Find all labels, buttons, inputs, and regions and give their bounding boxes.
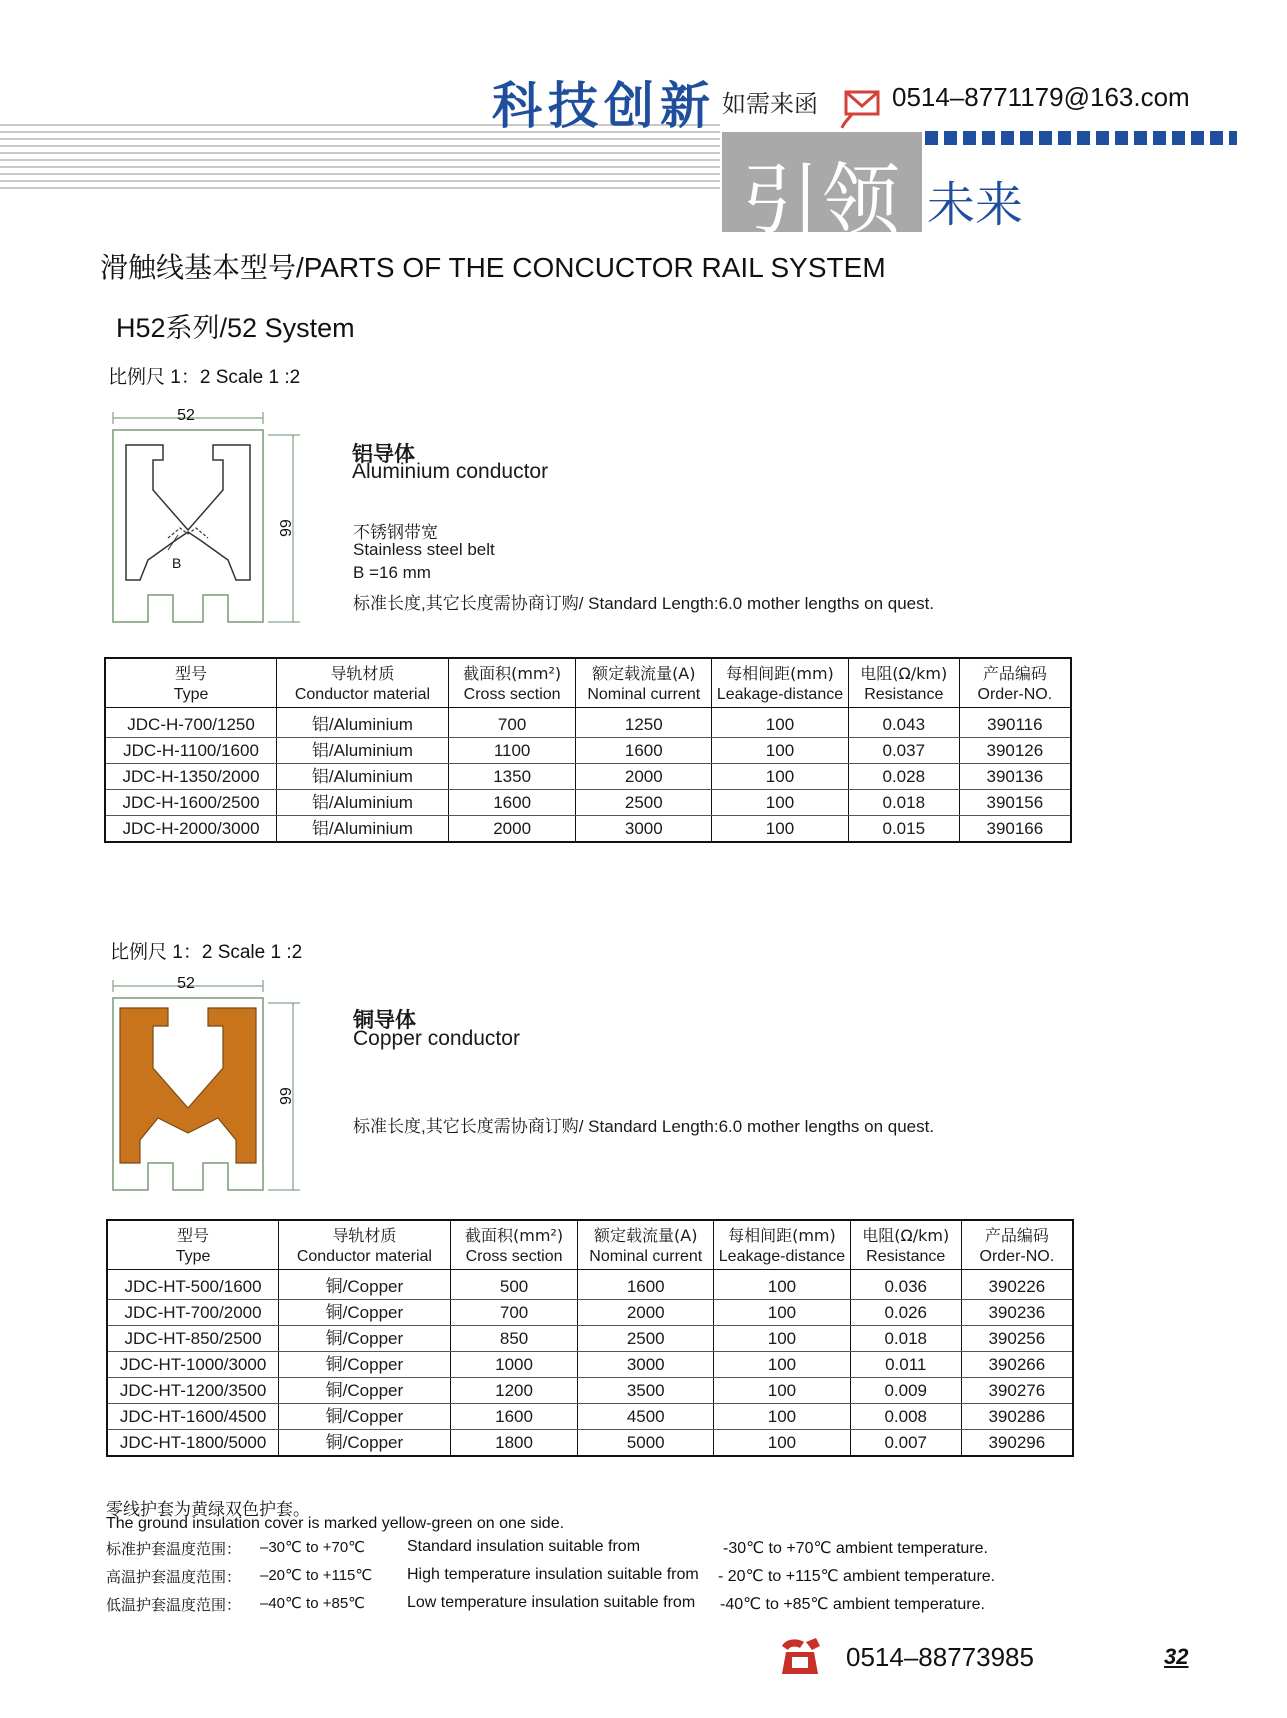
temp-label-cn: 高温护套温度范围： [106,1569,242,1586]
cell-order-no: 390266 [961,1352,1073,1378]
cell-current: 1600 [576,738,712,764]
aluminium-scale-label: 比例尺 1：2 Scale 1 :2 [108,367,301,388]
cell-material: 铝/Aluminium [277,708,449,738]
table-row [107,1270,1073,1300]
header-cross-section: 截面积(mm²) Cross section [450,1220,578,1270]
cell-material: 铜/Copper [279,1326,451,1352]
header-dots [925,131,1237,145]
page-number: 32 [1164,1644,1189,1669]
cell-resistance: 0.043 [848,708,959,738]
header-order-no: 产品编码 Order-NO. [961,1220,1073,1270]
slogan-lead: 引领 [742,156,903,246]
aluminium-dim-height: 66 [276,519,293,537]
cell-type: JDC-HT-1600/4500 [107,1404,279,1430]
cell-distance: 100 [714,1404,851,1430]
aluminium-belt-mark: B [172,555,182,571]
cell-current: 2000 [576,764,712,790]
cell-type: JDC-H-1600/2500 [105,790,277,816]
cell-cross-section: 700 [448,708,576,738]
ground-note-en: The ground insulation cover is marked yellow-green on one side. [106,1515,565,1532]
cell-current: 2000 [578,1300,714,1326]
cell-type: JDC-HT-1800/5000 [107,1430,279,1457]
cell-current: 5000 [578,1430,714,1457]
slogan-primary: 科技创新 [492,77,716,135]
cell-current: 4500 [578,1404,714,1430]
cell-distance: 100 [714,1300,851,1326]
table-row [107,1352,1073,1378]
table-header-row [107,1220,1073,1270]
cell-material: 铜/Copper [279,1270,451,1300]
cell-order-no: 390116 [959,708,1071,738]
temp-range-en: -30℃ to +70℃ ambient temperature. [723,1540,988,1557]
cell-order-no: 390236 [961,1300,1073,1326]
cell-distance: 100 [712,790,849,816]
table-row [107,1300,1073,1326]
cell-material: 铝/Aluminium [277,816,449,843]
aluminium-dim-width: 52 [177,407,195,424]
cell-material: 铜/Copper [279,1430,451,1457]
cell-material: 铜/Copper [279,1404,451,1430]
series-title: H52系列/52 System [116,313,355,343]
cell-cross-section: 1800 [450,1430,578,1457]
cell-cross-section: 850 [450,1326,578,1352]
cell-material: 铝/Aluminium [277,738,449,764]
cell-current: 3000 [576,816,712,843]
copper-name-cn: 铜导体 [353,1009,416,1032]
cell-resistance: 0.007 [850,1430,961,1457]
aluminium-profile-drawing [108,400,308,640]
contact-email[interactable]: 0514–8771179@163.com [892,82,1190,112]
cell-type: JDC-HT-1000/3000 [107,1352,279,1378]
cell-resistance: 0.008 [850,1404,961,1430]
temp-range: –20℃ to +115℃ [260,1567,373,1584]
cell-order-no: 390166 [959,816,1071,843]
cell-current: 2500 [576,790,712,816]
cell-cross-section: 1600 [448,790,576,816]
copper-profile-drawing [108,968,308,1208]
cell-order-no: 390296 [961,1430,1073,1457]
temp-label-cn: 标准护套温度范围： [106,1541,242,1558]
cell-distance: 100 [712,708,849,738]
page-title: 滑触线基本型号/PARTS OF THE CONCUCTOR RAIL SYSTEM [100,252,886,283]
header-resistance: 电阻(Ω/km) Resistance [850,1220,961,1270]
slogan-future: 未来 [927,177,1024,233]
table-row [107,1378,1073,1404]
cell-material: 铜/Copper [279,1352,451,1378]
temp-range: –40℃ to +85℃ [260,1595,366,1612]
table-row [105,790,1071,816]
copper-spec-table [106,1219,1074,1457]
table-row [105,764,1071,790]
header-order-no: 产品编码 Order-NO. [959,658,1071,708]
table-row [105,816,1071,843]
cell-distance: 100 [712,764,849,790]
copper-name-en: Copper conductor [353,1027,520,1050]
cell-distance: 100 [714,1326,851,1352]
temp-label-cn: 低温护套温度范围： [106,1597,242,1614]
cell-current: 2500 [578,1326,714,1352]
header-type: 型号 Type [105,658,277,708]
copper-scale-label: 比例尺 1：2 Scale 1 :2 [110,942,303,963]
cell-distance: 100 [712,738,849,764]
table-row [105,708,1071,738]
cell-distance: 100 [714,1430,851,1457]
mail-icon [838,80,884,130]
cell-type: JDC-H-2000/3000 [105,816,277,843]
temp-range-en: -40℃ to +85℃ ambient temperature. [720,1596,985,1613]
cell-distance: 100 [714,1352,851,1378]
cell-resistance: 0.026 [850,1300,961,1326]
cell-type: JDC-H-1100/1600 [105,738,277,764]
table-row [107,1404,1073,1430]
cell-resistance: 0.015 [848,816,959,843]
cell-type: JDC-H-1350/2000 [105,764,277,790]
cell-order-no: 390136 [959,764,1071,790]
header-distance: 每相间距(mm) Leakage-distance [714,1220,851,1270]
cell-resistance: 0.037 [848,738,959,764]
table-row [107,1430,1073,1457]
aluminium-name-cn: 铝导体 [352,443,415,466]
cell-type: JDC-HT-700/2000 [107,1300,279,1326]
cell-cross-section: 1200 [450,1378,578,1404]
cell-distance: 100 [712,816,849,843]
cell-cross-section: 1000 [450,1352,578,1378]
temp-label-en: High temperature insulation suitable from [407,1566,699,1583]
temp-range-en: - 20℃ to +115℃ ambient temperature. [718,1568,996,1585]
copper-table-body [107,1270,1073,1457]
temp-label-en: Low temperature insulation suitable from [407,1594,696,1611]
cell-material: 铝/Aluminium [277,764,449,790]
cell-resistance: 0.028 [848,764,959,790]
header-resistance: 电阻(Ω/km) Resistance [848,658,959,708]
table-row [105,738,1071,764]
cell-resistance: 0.036 [850,1270,961,1300]
cell-resistance: 0.009 [850,1378,961,1404]
temp-range: –30℃ to +70℃ [260,1539,366,1556]
cell-material: 铜/Copper [279,1378,451,1404]
cell-cross-section: 500 [450,1270,578,1300]
table-row [107,1326,1073,1352]
aluminium-table-body [105,708,1071,843]
aluminium-length-note: 标准长度,其它长度需协商订购/ Standard Length:6.0 mother lengths on quest. [353,594,935,613]
cell-distance: 100 [714,1378,851,1404]
cell-current: 3000 [578,1352,714,1378]
header-material: 导轨材质 Conductor material [277,658,449,708]
cell-order-no: 390126 [959,738,1071,764]
header-current: 额定载流量(A) Nominal current [578,1220,714,1270]
header-distance: 每相间距(mm) Leakage-distance [712,658,849,708]
cell-order-no: 390156 [959,790,1071,816]
header-material: 导轨材质 Conductor material [279,1220,451,1270]
cell-current: 1600 [578,1270,714,1300]
cell-cross-section: 1600 [450,1404,578,1430]
belt-value: B =16 mm [353,563,431,582]
copper-length-note: 标准长度,其它长度需协商订购/ Standard Length:6.0 mother lengths on quest. [353,1117,935,1136]
cell-order-no: 390256 [961,1326,1073,1352]
cell-current: 1250 [576,708,712,738]
header-type: 型号 Type [107,1220,279,1270]
footer-phone[interactable]: 0514–88773985 [846,1642,1034,1672]
cell-cross-section: 1100 [448,738,576,764]
cell-order-no: 390276 [961,1378,1073,1404]
cell-resistance: 0.018 [850,1326,961,1352]
temp-label-en: Standard insulation suitable from [407,1538,641,1555]
cell-current: 3500 [578,1378,714,1404]
belt-label-cn: 不锈钢带宽 [353,523,438,542]
phone-icon [776,1636,824,1680]
copper-dim-height: 66 [276,1087,293,1105]
header-cross-section: 截面积(mm²) Cross section [448,658,576,708]
cell-order-no: 390286 [961,1404,1073,1430]
copper-dim-width: 52 [177,975,195,992]
cell-resistance: 0.011 [850,1352,961,1378]
cell-material: 铜/Copper [279,1300,451,1326]
cell-type: JDC-HT-1200/3500 [107,1378,279,1404]
ground-note-cn: 零线护套为黄绿双色护套。 [106,1500,310,1519]
contact-label: 如需来函 [722,90,818,118]
header-current: 额定载流量(A) Nominal current [576,658,712,708]
table-header-row [105,658,1071,708]
cell-material: 铝/Aluminium [277,790,449,816]
belt-label-en: Stainless steel belt [353,540,495,559]
cell-order-no: 390226 [961,1270,1073,1300]
cell-resistance: 0.018 [848,790,959,816]
cell-cross-section: 2000 [448,816,576,843]
cell-type: JDC-HT-850/2500 [107,1326,279,1352]
aluminium-spec-table [104,657,1072,843]
cell-cross-section: 1350 [448,764,576,790]
cell-distance: 100 [714,1270,851,1300]
cell-type: JDC-H-700/1250 [105,708,277,738]
aluminium-name-en: Aluminium conductor [352,460,549,483]
cell-type: JDC-HT-500/1600 [107,1270,279,1300]
cell-cross-section: 700 [450,1300,578,1326]
